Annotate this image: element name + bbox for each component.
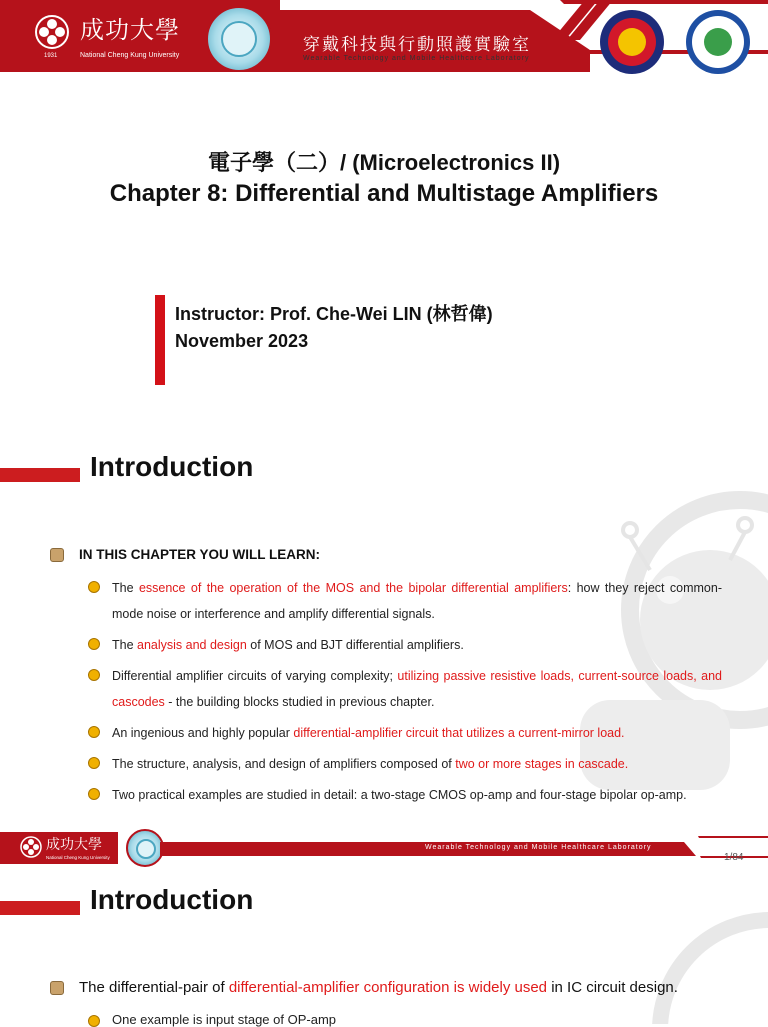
lab-name-cn: 穿戴科技與行動照護實驗室: [303, 35, 531, 54]
list-item: The analysis and design of MOS and BJT differential amplifiers.: [112, 638, 464, 652]
section-title: Introduction: [90, 451, 254, 482]
instructor-accent-bar: [155, 295, 165, 385]
bullet-icon: [88, 669, 100, 681]
bullet-icon: [88, 1015, 100, 1027]
university-founding-year: 1931: [44, 53, 58, 59]
list-item: The structure, analysis, and design of amplifiers composed of two or more stages in cascade.: [112, 757, 629, 771]
college-badge-icon: [686, 10, 750, 74]
department-badge-icon: [600, 10, 664, 74]
section-title: Introduction: [90, 884, 254, 915]
university-name-cn: 成功大學: [80, 16, 180, 44]
background-watermark-graphic: [620, 900, 768, 1024]
bullet-icon: [88, 638, 100, 650]
footer-university-name-cn: 成功大學: [46, 837, 102, 853]
footer-emblem-icon: [20, 836, 42, 858]
section-accent-bar: [0, 468, 80, 482]
ncku-emblem-icon: [34, 14, 70, 50]
footer-lab-name: Wearable Technology and Mobile Healthcare Laboratory: [425, 844, 652, 851]
bullet-icon: [88, 788, 100, 800]
footer-university-name-en: National Cheng Kung University: [46, 855, 110, 860]
list-item: One example is input stage of OP-amp: [112, 1012, 337, 1027]
chip-bullet-icon: [50, 981, 64, 995]
list-item: The essence of the operation of the MOS and the bipolar differential amplifiers: how they reject common-mode noise or interference and amplify differential signals.: [112, 581, 722, 621]
lab-logo-icon: [206, 6, 272, 72]
course-title: 電子學（二）/ (Microelectronics II): [207, 150, 561, 175]
bullet-icon: [88, 581, 100, 593]
bullet-icon: [88, 757, 100, 769]
list-item: An ingenious and highly popular differential-amplifier circuit that utilizes a current-mirror load.: [112, 726, 625, 740]
chapter-title: Chapter 8: Differential and Multistage Amplifiers: [109, 180, 659, 207]
page-number: 1/84: [724, 852, 744, 863]
bullet-icon: [88, 726, 100, 738]
section-accent-bar: [0, 901, 80, 915]
chip-bullet-icon: [50, 548, 64, 562]
learn-heading: IN THIS CHAPTER YOU WILL LEARN:: [79, 547, 321, 562]
university-name-en: National Cheng Kung University: [80, 52, 180, 59]
list-item: Differential amplifier circuits of varying complexity; utilizing passive resistive loads, current-source loads, and cascodes - the building blocks studied in previous chapter.: [112, 669, 722, 709]
instructor-name: Instructor: Prof. Che-Wei LIN (林哲偉): [175, 304, 493, 324]
list-item: The differential-pair of differential-amplifier configuration is widely used in IC circuit design.: [79, 979, 678, 996]
footer-lab-logo-icon: [126, 829, 164, 867]
footer-stripes: [640, 836, 768, 866]
list-item: Two practical examples are studied in detail: a two-stage CMOS op-amp and four-stage bipolar op-amp.: [112, 788, 687, 802]
presentation-date: November 2023: [175, 331, 309, 351]
lab-name-en: Wearable Technology and Mobile Healthcare Laboratory: [303, 55, 530, 62]
